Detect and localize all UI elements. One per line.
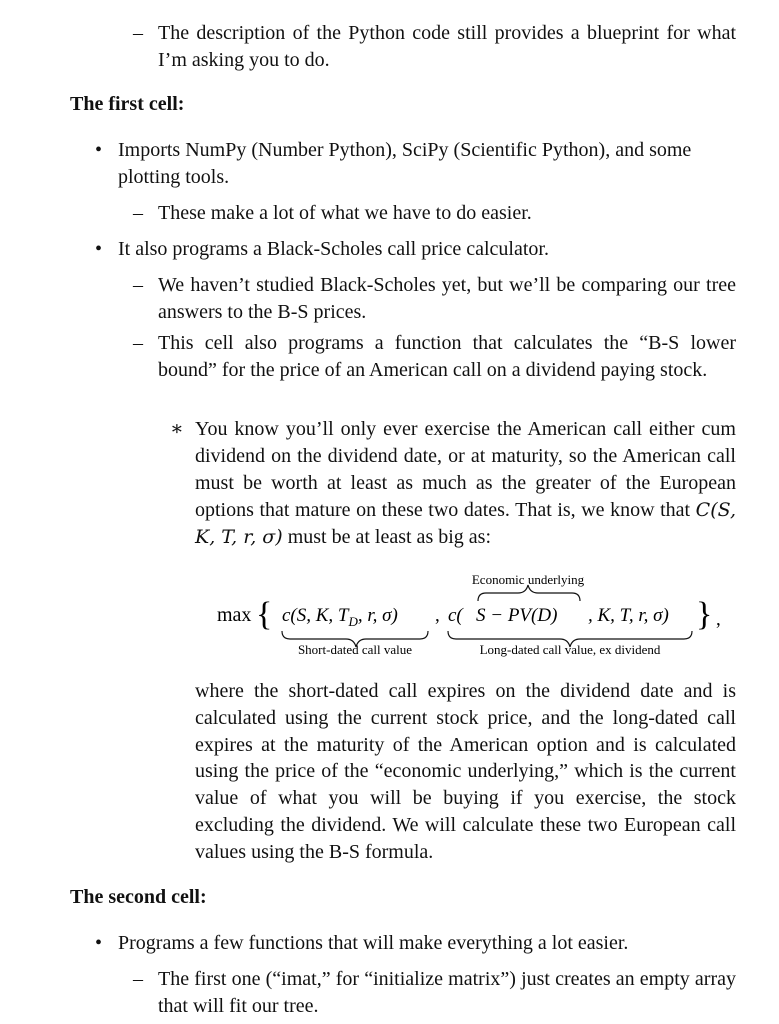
dash-marker: – [133,332,143,354]
economic-underlying-label: Economic underlying [471,572,585,587]
star-item [195,416,736,551]
second-cell-bullet1: Programs a few functions that will make everything a lot easier. [118,932,629,954]
comma: , [435,605,440,626]
lower-bound-formula [0,565,779,675]
second-cell-heading: The second cell: [70,886,207,908]
right-brace: } [696,596,713,633]
dash-marker: – [133,968,143,990]
dash-marker: – [133,202,143,224]
first-cell-bullet1-sub1: These make a lot of what we have to do easier. [158,202,532,224]
short-call-label: Short-dated call value [297,642,413,657]
long-call-label: Long-dated call value, ex dividend [479,642,661,657]
long-call-open: c( [448,605,463,626]
second-cell-bullet1-sub1: The first one (“imat,” for “initialize matrix”) just creates an empty array that will fit our tree. [158,968,736,1017]
first-cell-bullet2-sub1: We haven’t studied Black-Scholes yet, but we’ll be comparing our tree answers to the B-S prices. [158,274,736,323]
bullet-marker: • [95,139,103,161]
after-formula-paragraph: where the short-dated call expires on the dividend date and is calculated using the current stock price, and the long-dated call expires at the maturity of the American option and is calculated using the price of the “economic underlying,” which is the current value of what you will be buying if you exercise, the stock excluding the dividend. We will calculate these two European call values using the B-S formula. [195,680,736,863]
star-marker: ∗ [170,418,184,440]
first-cell-heading: The first cell: [70,93,185,115]
trailing-comma: , [716,609,721,630]
first-cell-bullet1: Imports NumPy (Number Python), SciPy (Scientific Python), and some plotting tools. [118,139,692,188]
max-operator: max [217,604,252,626]
american-call-expression: C(S, K, T, r, σ) [195,499,737,548]
economic-underlying-expression: S − PV(D) [476,605,558,626]
bullet-marker: • [95,238,103,260]
dash-marker: – [133,22,143,44]
intro-item: The description of the Python code still provides a blueprint for what I’m asking you to do. [158,22,736,71]
star-text-after: must be at least as big as: [287,526,491,548]
bullet-marker: • [95,932,103,954]
long-call-tail: , K, T, r, σ) [588,605,669,626]
star-text-before: You know you’ll only ever exercise the American call either cum dividend on the dividend date, or at maturity, so the American call must be worth at least as much as the greater of the European options that mature on these two dates. That is, we know that [195,418,736,521]
left-brace: { [256,596,273,633]
first-cell-bullet2: It also programs a Black-Scholes call price calculator. [118,238,549,260]
first-cell-bullet2-sub2: This cell also programs a function that calculates the “B-S lower bound” for the price of an American call on a dividend paying stock. [158,332,736,381]
dash-marker: – [133,274,143,296]
overbrace [478,585,580,601]
short-call-term: c(S, K, $T_D$, r, σ) [282,605,398,629]
